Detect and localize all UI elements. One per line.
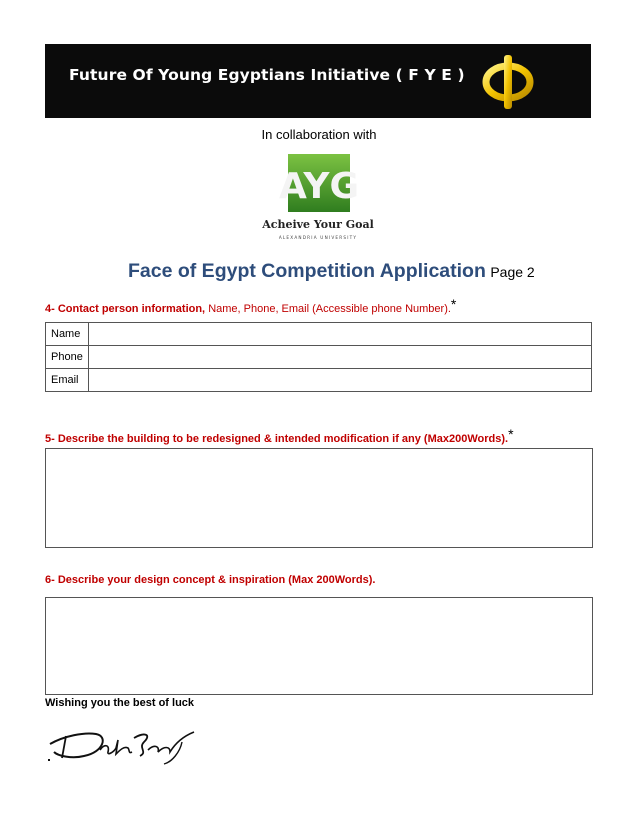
- svg-text:Acheive Your Goal: Acheive Your Goal: [262, 218, 374, 231]
- phi-logo-icon: [481, 52, 535, 112]
- signature-image: [44, 722, 204, 768]
- name-field[interactable]: [88, 323, 591, 346]
- header-banner: [45, 44, 591, 118]
- contact-table: [45, 322, 592, 392]
- form-title: Face of Egypt Competition Application: [128, 260, 486, 282]
- page-title: [128, 260, 535, 283]
- section6-heading: 6- Describe your design concept & inspiration (Max 200Words).: [45, 574, 376, 586]
- email-label: Email: [46, 369, 89, 392]
- phone-field[interactable]: [88, 346, 591, 369]
- table-row: [46, 369, 592, 392]
- name-label: Name: [46, 323, 89, 346]
- banner-title: Future Of Young Egyptians Initiative ( F Y E ): [69, 66, 465, 84]
- table-row: [46, 323, 592, 346]
- section5-heading: 5- Describe the building to be redesigned & intended modification if any (Max200Words).*: [45, 426, 514, 445]
- section4-heading: 4- Contact person information, Name, Phone, Email (Accessible phone Number).*: [45, 296, 457, 315]
- collaboration-text: In collaboration with: [261, 127, 377, 142]
- design-concept-field[interactable]: [45, 597, 593, 695]
- ayg-logo: [262, 150, 374, 244]
- table-row: [46, 346, 592, 369]
- building-description-field[interactable]: [45, 448, 593, 548]
- page-number: Page 2: [490, 264, 535, 280]
- email-field[interactable]: [88, 369, 591, 392]
- svg-text:ALEXANDRIA UNIVERSITY: ALEXANDRIA UNIVERSITY: [278, 235, 358, 240]
- phone-label: Phone: [46, 346, 89, 369]
- svg-text:AYG: AYG: [278, 166, 360, 207]
- closing-text: Wishing you the best of luck: [45, 697, 195, 709]
